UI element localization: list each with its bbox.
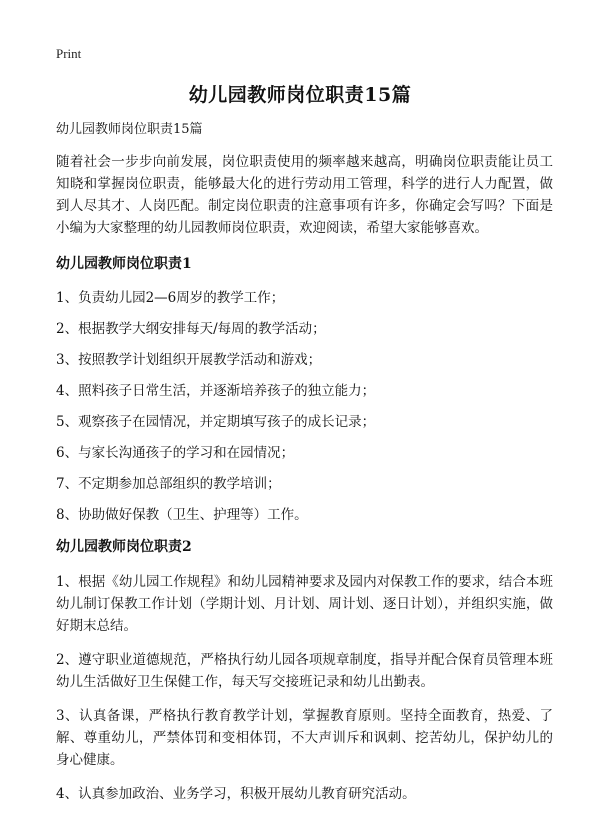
list-item: 1、根据《幼儿园工作规程》和幼儿园精神要求及园内对保教工作的要求，结合本班幼儿制订保教工作计划（学期计划、月计划、周计划、逐日计划），并组织实施，做好期末总结。 xyxy=(56,574,553,634)
document-subtitle: 幼儿园教师岗位职责15篇 xyxy=(56,122,203,137)
section-heading: 幼儿园教师岗位职责1 xyxy=(56,256,192,272)
list-item: 3、认真备课，严格执行教育教学计划，掌握教育原则。坚持全面教育，热爱、了解、尊重幼儿，严禁体罚和变相体罚，不大声训斥和讽刺、挖苦幼儿，保护幼儿的身心健康。 xyxy=(56,708,553,768)
section-heading: 幼儿园教师岗位职责2 xyxy=(56,539,192,555)
list-item: 4、照料孩子日常生活，并逐渐培养孩子的独立能力； xyxy=(56,383,376,399)
list-item: 6、与家长沟通孩子的学习和在园情况； xyxy=(56,445,295,461)
intro-paragraph: 随着社会一步步向前发展，岗位职责使用的频率越来越高，明确岗位职责能让员工知晓和掌握岗位职责，能够最大化的进行劳动用工管理，科学的进行人力配置，做到人尽其才、人岗匹配。制定岗位职责的注意事项有许多，你确定会写吗？下面是小编为大家整理的幼儿园教师岗位职责，欢迎阅读，希望大家能够喜欢。 xyxy=(56,154,553,236)
list-item: 4、认真参加政治、业务学习，积极开展幼儿教育研究活动。 xyxy=(56,786,416,802)
document-title: 幼儿园教师岗位职责15篇 xyxy=(188,84,412,106)
list-item: 8、协助做好保教（卫生、护理等）工作。 xyxy=(56,507,308,523)
list-item: 2、遵守职业道德规范，严格执行幼儿园各项规章制度，指导并配合保育员管理本班幼儿生活做好卫生保健工作，每天写交接班记录和幼儿出勤表。 xyxy=(56,652,553,690)
print-link[interactable]: Print xyxy=(56,46,82,61)
list-item: 7、不定期参加总部组织的教学培训； xyxy=(56,476,281,492)
list-item: 5、观察孩子在园情况，并定期填写孩子的成长记录； xyxy=(56,414,376,430)
document-body xyxy=(56,118,553,817)
section-2 xyxy=(56,536,553,805)
section-1 xyxy=(56,253,553,525)
list-item: 2、根据教学大纲安排每天/每周的教学活动； xyxy=(56,321,326,337)
list-item: 1、负责幼儿园2—6周岁的教学工作； xyxy=(56,290,285,306)
list-item: 3、按照教学计划组织开展教学活动和游戏； xyxy=(56,352,322,368)
